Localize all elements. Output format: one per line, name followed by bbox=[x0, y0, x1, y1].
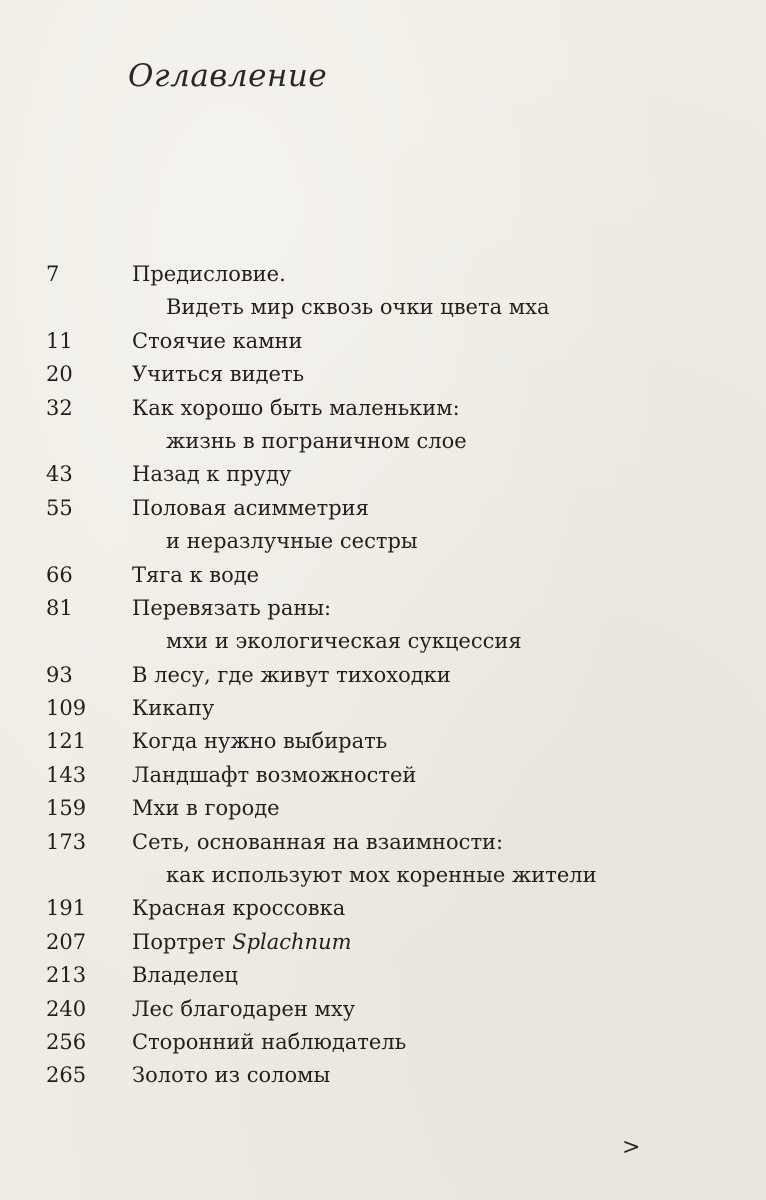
toc-chapter-text: Ландшафт возможностей bbox=[132, 762, 417, 787]
toc-page-number: 213 bbox=[46, 963, 87, 988]
table-of-contents bbox=[0, 258, 766, 1093]
toc-entry-line bbox=[0, 659, 766, 692]
toc-chapter-text: Сторонний наблюдатель bbox=[132, 1029, 407, 1054]
toc-page-number: 43 bbox=[46, 462, 73, 487]
toc-chapter-text: мхи и экологическая сукцессия bbox=[166, 629, 522, 654]
toc-entry-continuation-line bbox=[0, 859, 766, 892]
toc-chapter-title bbox=[132, 792, 280, 825]
toc-entry[interactable] bbox=[0, 993, 766, 1026]
toc-chapter-title bbox=[132, 392, 460, 425]
toc-page-number: 81 bbox=[46, 595, 73, 620]
toc-entry-line bbox=[0, 725, 766, 758]
toc-page-number: 143 bbox=[46, 762, 87, 787]
toc-chapter-text: Когда нужно выбирать bbox=[132, 729, 388, 754]
toc-entry[interactable] bbox=[0, 826, 766, 893]
toc-chapter-text: Как хорошо быть маленьким: bbox=[132, 395, 460, 420]
toc-entry-line bbox=[0, 1059, 766, 1092]
toc-chapter-text: Владелец bbox=[132, 963, 238, 988]
page-title: Оглавление bbox=[128, 58, 328, 94]
toc-entry[interactable] bbox=[0, 892, 766, 925]
toc-entry[interactable] bbox=[0, 559, 766, 592]
toc-chapter-subtitle bbox=[166, 525, 418, 558]
toc-entry[interactable] bbox=[0, 392, 766, 459]
toc-entry-line bbox=[0, 559, 766, 592]
toc-entry-line bbox=[0, 358, 766, 391]
toc-chapter-title bbox=[132, 926, 352, 959]
toc-chapter-title bbox=[132, 258, 286, 291]
toc-chapter-text: Портрет bbox=[132, 929, 233, 954]
toc-page-number: 7 bbox=[46, 262, 60, 286]
toc-entry[interactable] bbox=[0, 492, 766, 559]
toc-entry-line bbox=[0, 458, 766, 491]
toc-chapter-title bbox=[132, 993, 355, 1026]
toc-page-number: 121 bbox=[46, 729, 87, 754]
toc-chapter-title bbox=[132, 892, 345, 925]
toc-entry[interactable] bbox=[0, 325, 766, 358]
toc-entry-line bbox=[0, 592, 766, 625]
toc-entry[interactable] bbox=[0, 592, 766, 659]
toc-chapter-text: Тяга к воде bbox=[132, 562, 260, 587]
toc-entry-line bbox=[0, 392, 766, 425]
toc-entry[interactable] bbox=[0, 792, 766, 825]
toc-page-number: 240 bbox=[46, 996, 87, 1021]
toc-entry-line bbox=[0, 792, 766, 825]
toc-entry-line bbox=[0, 1026, 766, 1059]
toc-entry[interactable] bbox=[0, 759, 766, 792]
toc-chapter-text: Мхи в городе bbox=[132, 796, 280, 821]
toc-chapter-text: Стоячие камни bbox=[132, 328, 303, 353]
toc-entry[interactable] bbox=[0, 458, 766, 491]
toc-chapter-text: Предисловие. bbox=[132, 262, 286, 286]
toc-page-number: 55 bbox=[46, 495, 73, 520]
toc-entry-line bbox=[0, 959, 766, 992]
toc-chapter-title bbox=[132, 559, 259, 592]
toc-entry-line bbox=[0, 325, 766, 358]
toc-chapter-italic-word: Splachnum bbox=[232, 929, 352, 954]
toc-chapter-title bbox=[132, 358, 304, 391]
toc-chapter-title bbox=[132, 492, 369, 525]
toc-chapter-subtitle bbox=[166, 625, 522, 658]
toc-chapter-subtitle bbox=[166, 291, 549, 324]
toc-chapter-subtitle bbox=[166, 425, 467, 458]
toc-page-number: 20 bbox=[46, 362, 73, 387]
toc-page-number: 191 bbox=[46, 896, 87, 921]
toc-chapter-title bbox=[132, 759, 416, 792]
toc-entry-line bbox=[0, 692, 766, 725]
toc-chapter-text: Перевязать раны: bbox=[132, 595, 332, 620]
toc-page-number: 256 bbox=[46, 1029, 87, 1054]
toc-chapter-text: Видеть мир сквозь очки цвета мха bbox=[166, 295, 550, 320]
toc-entry[interactable] bbox=[0, 1059, 766, 1092]
toc-entry-line bbox=[0, 993, 766, 1026]
toc-page-number: 159 bbox=[46, 796, 87, 821]
toc-entry[interactable] bbox=[0, 692, 766, 725]
toc-chapter-text: и неразлучные сестры bbox=[166, 529, 418, 554]
toc-chapter-title bbox=[132, 826, 503, 859]
toc-chapter-text: Назад к пруду bbox=[132, 462, 292, 487]
toc-page-number: 11 bbox=[46, 328, 73, 353]
toc-entry-continuation-line bbox=[0, 425, 766, 458]
toc-chapter-text: В лесу, где живут тихоходки bbox=[132, 662, 451, 687]
toc-chapter-text: Половая асимметрия bbox=[132, 495, 369, 520]
toc-entry-continuation-line bbox=[0, 291, 766, 324]
toc-entry-line bbox=[0, 926, 766, 959]
toc-chapter-subtitle bbox=[166, 859, 597, 892]
toc-chapter-title bbox=[132, 325, 303, 358]
toc-chapter-title bbox=[132, 458, 291, 491]
toc-entry[interactable] bbox=[0, 926, 766, 959]
toc-page-number: 207 bbox=[46, 929, 87, 954]
toc-page-number: 109 bbox=[46, 696, 87, 721]
toc-page-number: 66 bbox=[46, 562, 73, 587]
toc-page-number: 265 bbox=[46, 1063, 87, 1088]
next-page-arrow[interactable]: > bbox=[622, 1135, 641, 1160]
toc-chapter-text: Лес благодарен мху bbox=[132, 996, 356, 1021]
toc-entry[interactable] bbox=[0, 358, 766, 391]
toc-entry-continuation-line bbox=[0, 525, 766, 558]
toc-chapter-text: жизнь в пограничном слое bbox=[166, 428, 467, 453]
toc-chapter-text: Кикапу bbox=[132, 696, 215, 721]
toc-entry-continuation-line bbox=[0, 625, 766, 658]
toc-chapter-text: Золото из соломы bbox=[132, 1063, 331, 1088]
toc-chapter-text: Сеть, основанная на взаимности: bbox=[132, 829, 504, 854]
toc-entry-line bbox=[0, 826, 766, 859]
toc-entry[interactable] bbox=[0, 1026, 766, 1059]
toc-entry-line bbox=[0, 492, 766, 525]
toc-entry-line bbox=[0, 892, 766, 925]
toc-page-number: 93 bbox=[46, 662, 73, 687]
toc-chapter-title bbox=[132, 1059, 330, 1092]
toc-chapter-text: как используют мох коренные жители bbox=[166, 863, 597, 888]
toc-chapter-title bbox=[132, 592, 331, 625]
toc-page-number: 32 bbox=[46, 395, 73, 420]
toc-entry[interactable] bbox=[0, 725, 766, 758]
toc-chapter-title bbox=[132, 692, 214, 725]
toc-entry-line bbox=[0, 759, 766, 792]
toc-chapter-text: Учиться видеть bbox=[132, 362, 305, 387]
toc-entry[interactable] bbox=[0, 959, 766, 992]
toc-chapter-text: Красная кроссовка bbox=[132, 896, 346, 921]
toc-chapter-title bbox=[132, 659, 451, 692]
toc-chapter-title bbox=[132, 959, 238, 992]
toc-page-number: 173 bbox=[46, 829, 87, 854]
toc-entry[interactable] bbox=[0, 258, 766, 325]
toc-entry-line bbox=[0, 258, 766, 291]
toc-entry[interactable] bbox=[0, 659, 766, 692]
toc-chapter-title bbox=[132, 1026, 406, 1059]
toc-chapter-title bbox=[132, 725, 387, 758]
